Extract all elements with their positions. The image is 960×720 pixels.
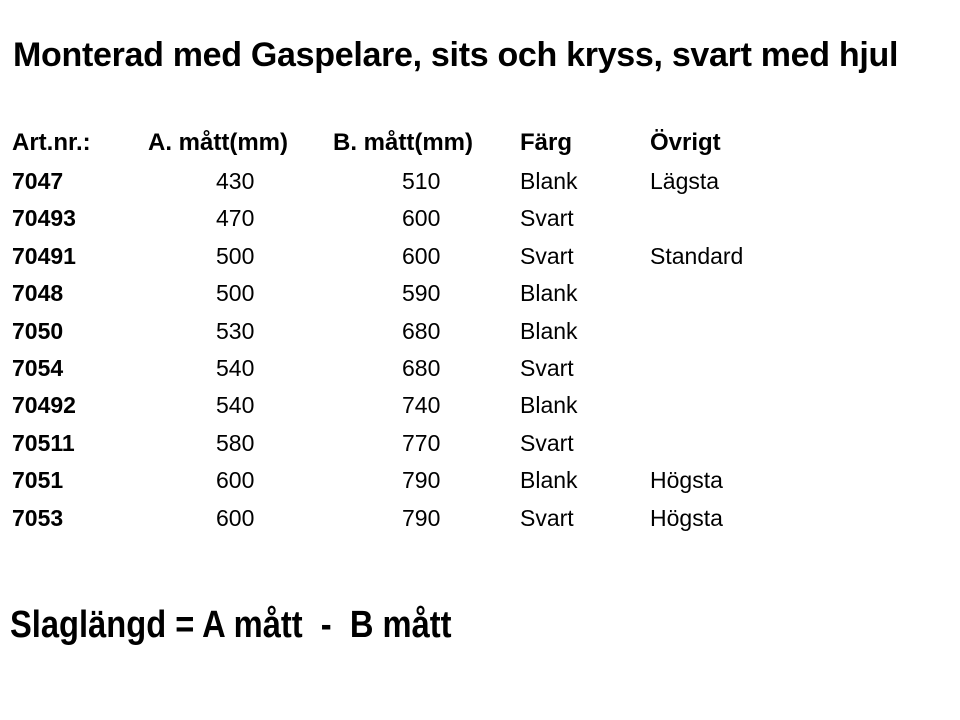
- table-header-row: [0, 125, 960, 161]
- header-ovrigt: Övrigt: [650, 129, 721, 156]
- header-b-matt: B. mått(mm): [333, 129, 474, 156]
- cell-a-matt: 580: [216, 430, 255, 456]
- cell-farg: Blank: [520, 168, 578, 194]
- cell-a-matt: 540: [216, 392, 255, 418]
- table-row: [0, 387, 960, 423]
- cell-a-matt: 430: [216, 168, 255, 194]
- cell-farg: Blank: [520, 280, 578, 306]
- cell-farg: Svart: [520, 355, 574, 381]
- table-row: [0, 200, 960, 236]
- cell-farg: Blank: [520, 392, 578, 418]
- cell-ovrigt: Lägsta: [650, 168, 720, 194]
- table-row: [0, 462, 960, 498]
- cell-farg: Svart: [520, 205, 574, 231]
- cell-a-matt: 530: [216, 318, 255, 344]
- table-row: [0, 163, 960, 199]
- cell-a-matt: 540: [216, 355, 255, 381]
- cell-art-nr: 70511: [12, 430, 75, 456]
- header-a-matt: A. mått(mm): [148, 129, 289, 156]
- cell-a-matt: 470: [216, 205, 255, 231]
- table-row: [0, 425, 960, 461]
- cell-b-matt: 770: [402, 430, 441, 456]
- cell-art-nr: 7054: [12, 355, 64, 381]
- cell-a-matt: 500: [216, 243, 255, 269]
- table-row: [0, 500, 960, 536]
- cell-b-matt: 600: [402, 205, 441, 231]
- cell-ovrigt: Högsta: [650, 505, 723, 531]
- cell-farg: Svart: [520, 430, 574, 456]
- cell-b-matt: 790: [402, 467, 441, 493]
- table-row: [0, 350, 960, 386]
- cell-ovrigt: Högsta: [650, 467, 723, 493]
- cell-b-matt: 510: [402, 168, 441, 194]
- cell-b-matt: 680: [402, 318, 441, 344]
- cell-art-nr: 7050: [12, 318, 64, 344]
- cell-art-nr: 70493: [12, 205, 76, 231]
- cell-b-matt: 680: [402, 355, 441, 381]
- table-row: [0, 238, 960, 274]
- formula-note: Slaglängd = A mått - B mått: [10, 604, 452, 646]
- cell-art-nr: 7047: [12, 168, 64, 194]
- cell-farg: Blank: [520, 467, 578, 493]
- cell-b-matt: 740: [402, 392, 441, 418]
- cell-farg: Svart: [520, 505, 574, 531]
- cell-farg: Svart: [520, 243, 574, 269]
- cell-art-nr: 7048: [12, 280, 64, 306]
- cell-art-nr: 70492: [12, 392, 76, 418]
- cell-b-matt: 590: [402, 280, 441, 306]
- table-row: [0, 313, 960, 349]
- header-farg: Färg: [520, 129, 573, 156]
- cell-art-nr: 70491: [12, 243, 76, 269]
- table-row: [0, 275, 960, 311]
- cell-b-matt: 600: [402, 243, 441, 269]
- cell-farg: Blank: [520, 318, 578, 344]
- cell-a-matt: 600: [216, 505, 255, 531]
- cell-art-nr: 7051: [12, 467, 64, 493]
- page-title: Monterad med Gaspelare, sits och kryss, svart med hjul: [13, 36, 899, 74]
- cell-art-nr: 7053: [12, 505, 64, 531]
- cell-ovrigt: Standard: [650, 243, 744, 269]
- cell-a-matt: 500: [216, 280, 255, 306]
- header-art-nr: Art.nr.:: [12, 129, 91, 156]
- cell-b-matt: 790: [402, 505, 441, 531]
- cell-a-matt: 600: [216, 467, 255, 493]
